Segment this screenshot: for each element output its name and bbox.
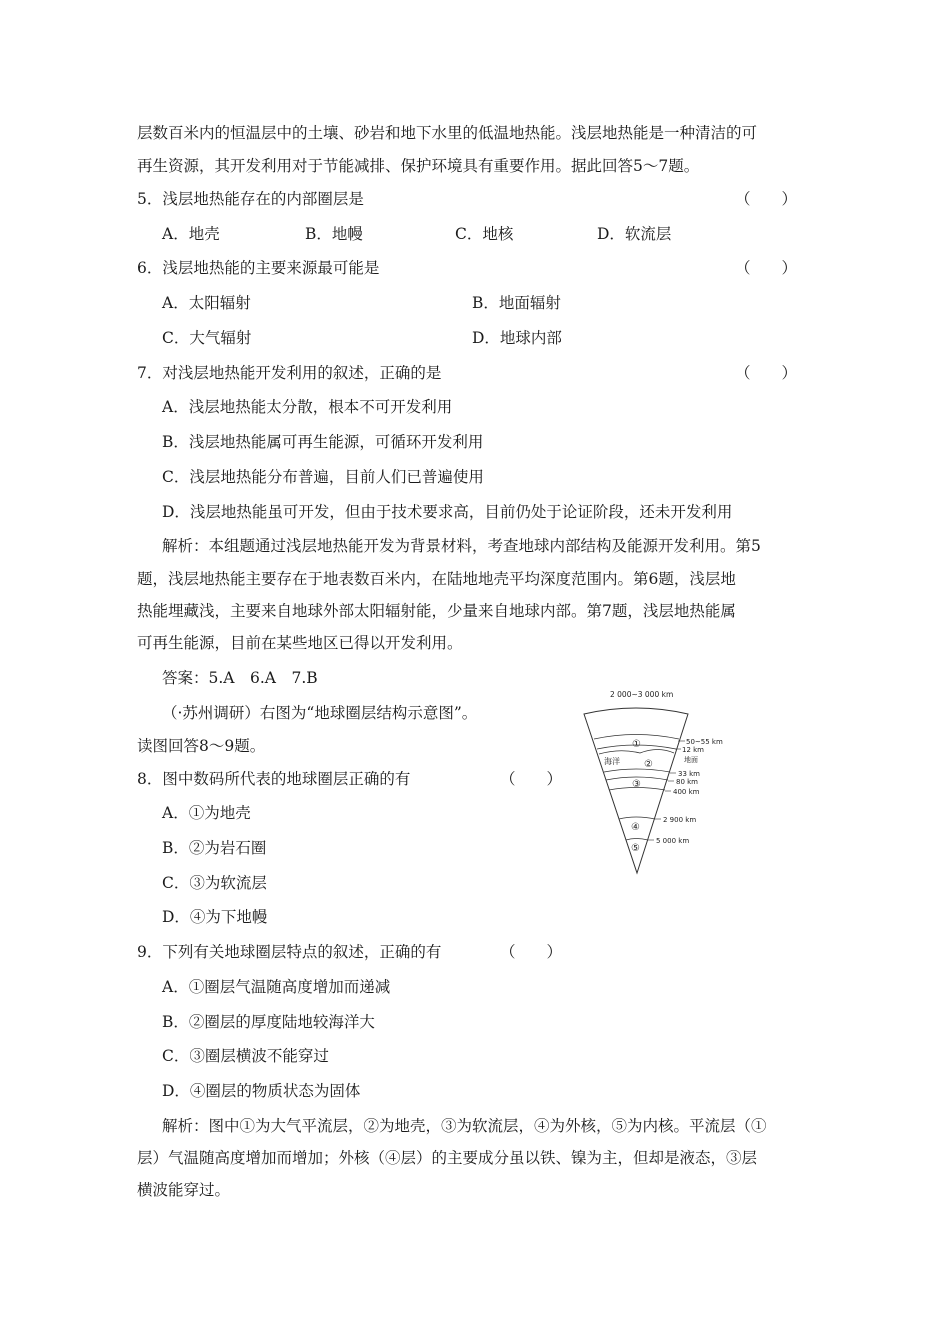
q9-option-d: D．④圈层的物质状态为固体 (162, 1082, 361, 1100)
q9-option-c: C．③圈层横波不能穿过 (162, 1047, 329, 1065)
q8-answer-paren: （ ） (500, 770, 563, 788)
q5-stem: 5．浅层地热能存在的内部圈层是 (137, 190, 364, 208)
boundary-inner-core (626, 839, 648, 841)
earth-sphere-structure-diagram (580, 688, 730, 878)
q7-answer-paren: （ ） (735, 364, 798, 382)
q5-option-c: C．地核 (455, 225, 514, 243)
q6-option-a: A．太阳辐射 (162, 294, 251, 312)
q6-option-d: D．地球内部 (472, 329, 562, 347)
q5-option-b: B．地幔 (305, 225, 363, 243)
read-instruction: 读图回答8～9题。 (137, 737, 266, 755)
analysis2-line-2: 层）气温随高度增加而增加；外核（④层）的主要成分虽以铁、镍为主，但却是液态，③层 (137, 1149, 758, 1167)
layer-number-2: ② (644, 759, 653, 770)
q5-answer-paren: （ ） (735, 190, 798, 208)
analysis1-line-3: 热能埋藏浅，主要来自地球外部太阳辐射能，少量来自地球内部。第7题，浅层地热能属 (137, 602, 736, 620)
q8-stem: 8．图中数码所代表的地球圈层正确的有 (137, 770, 411, 788)
analysis1-line-2: 题，浅层地热能主要存在于地表数百米内，在陆地地壳平均深度范围内。第6题，浅层地 (137, 570, 736, 588)
q8-option-c: C．③为软流层 (162, 874, 267, 892)
q9-answer-paren: （ ） (500, 943, 563, 961)
label-ground: 地面 (684, 756, 698, 764)
q5-option-d: D．软流层 (597, 225, 672, 243)
q9-option-a: A．①圈层气温随高度增加而递减 (162, 978, 391, 996)
q9-option-b: B．②圈层的厚度陆地较海洋大 (162, 1013, 375, 1031)
layer-number-5: ⑤ (631, 843, 640, 854)
label-depth-80km: 80 km (676, 778, 699, 786)
label-top-range: 2 000~3 000 km (610, 690, 674, 699)
layer-number-4: ④ (631, 822, 640, 833)
q7-stem: 7．对浅层地热能开发利用的叙述，正确的是 (137, 364, 442, 382)
answer-line: 答案：5.A 6.A 7.B (162, 669, 318, 687)
q7-option-c: C．浅层地热能分布普遍，目前人们已普遍使用 (162, 468, 484, 486)
q5-option-a: A．地壳 (162, 225, 220, 243)
source-line: （·苏州调研）右图为“地球圈层结构示意图”。 (162, 704, 478, 722)
label-depth-50-55km: 50~55 km (686, 738, 723, 746)
analysis2-line-1: 解析：图中①为大气平流层，②为地壳，③为软流层，④为外核，⑤为内核。平流层（① (162, 1117, 767, 1135)
layer-number-3: ③ (632, 779, 641, 790)
layer-number-1: ① (632, 739, 641, 750)
q7-option-a: A．浅层地热能太分散，根本不可开发利用 (162, 398, 453, 416)
label-depth-12km: 12 km (682, 746, 705, 754)
label-ocean: 海洋 (604, 757, 620, 766)
q6-option-c: C．大气辐射 (162, 329, 252, 347)
analysis1-line-4: 可再生能源，目前在某些地区已得以开发利用。 (137, 634, 463, 652)
q9-stem: 9．下列有关地球圈层特点的叙述，正确的有 (137, 943, 442, 961)
q8-option-b: B．②为岩石圈 (162, 839, 267, 857)
boundary-core-mantle (619, 817, 655, 819)
analysis2-line-3: 横波能穿过。 (137, 1181, 231, 1199)
q7-option-b: B．浅层地热能属可再生能源，可循环开发利用 (162, 433, 484, 451)
analysis1-line-1: 解析：本组题通过浅层地热能开发为背景材料，考查地球内部结构及能源开发利用。第5 (162, 537, 761, 555)
label-depth-33km: 33 km (678, 770, 701, 778)
label-depth-2900km: 2 900 km (663, 816, 697, 824)
label-depth-5000km: 5 000 km (656, 837, 690, 845)
boundary-ground (599, 750, 674, 755)
q6-answer-paren: （ ） (735, 259, 798, 277)
q8-option-d: D．④为下地幔 (162, 908, 268, 926)
q7-option-d: D．浅层地热能虽可开发，但由于技术要求高，目前仍处于论证阶段，还未开发利用 (162, 503, 733, 521)
intro-line-2: 再生资源，其开发利用对于节能减排、保护环境具有重要作用。据此回答5～7题。 (137, 157, 700, 175)
intro-line-1: 层数百米内的恒温层中的土壤、砂岩和地下水里的低温地热能。浅层地热能是一种清洁的可 (137, 124, 758, 142)
q8-option-a: A．①为地壳 (162, 804, 251, 822)
boundary-moho (604, 769, 670, 772)
label-depth-400km: 400 km (673, 788, 700, 796)
q6-option-b: B．地面辐射 (472, 294, 561, 312)
q6-stem: 6．浅层地热能的主要来源最可能是 (137, 259, 380, 277)
